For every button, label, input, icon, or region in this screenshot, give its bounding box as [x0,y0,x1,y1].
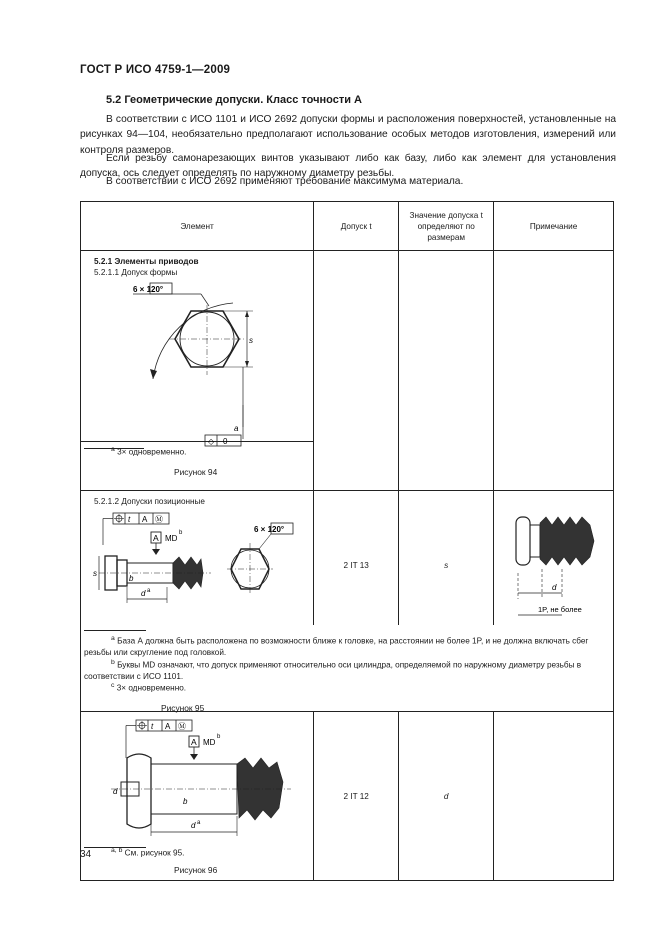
page-number: 34 [80,849,92,860]
fig94-caption: Рисунок 94 [174,467,218,477]
document-header: ГОСТ Р ИСО 4759-1—2009 [80,64,231,76]
table-row-fig95 [81,491,614,626]
fig95-footnote-b [84,657,612,683]
fig94-frame-value: 0 [223,437,228,446]
fig96-datum: A [191,737,197,747]
fig96-footnote-letters: a, b [111,847,123,854]
fig95-note-d: d [552,583,557,592]
fig95-letter-d: d [141,589,146,598]
fig95-frame-a: A [142,515,148,524]
fig95-footnote-b-letter: b [111,659,115,666]
col-tolerance [314,202,399,251]
subsection-form: 5.2.1.1 Допуск формы [94,268,178,277]
section-title: 5.2 Геометрические допуски. Класс точности А [106,94,362,106]
fig95-md-sup: b [179,530,183,536]
cell-fig95-value: s [399,491,494,626]
fig95-footnote-b-text: Буквы MD означают, что допуск применяют относительно оси цилиндра, определяемой по наружному диаметру резьбы в соответствии с ИСО 1101. [84,660,582,682]
fig95-footnote-c-text: 3× одновременно. [116,683,187,693]
col-element: Элемент [81,202,314,251]
table-row-fig96 [81,712,614,881]
fig96-footnote-text: См. рисунок 95. [124,848,185,858]
fig95-md: MD [165,534,178,543]
fig94-footnote-letter: a [111,446,115,453]
table-header-row [81,202,614,251]
fig95-letter-s: s [93,569,97,578]
fig96-md-sup: b [217,734,221,740]
col-tolerance-label: Допуск t [340,221,372,231]
fig96-footnote [111,847,184,858]
fig94-footnote-text: 3× одновременно. [117,447,187,457]
cell-fig96 [81,712,314,881]
cell-fig96-note [494,712,614,881]
cell-fig95-tolerance: 2 IT 13 [314,491,399,626]
cell-fig94-value [399,251,494,491]
fig96-frame-t: t [151,722,154,731]
fig95-caption: Рисунок 95 [161,703,205,713]
cell-fig95-note [494,491,614,626]
paragraph-3 [80,174,616,189]
cell-fig94-note [494,251,614,491]
table-row-fig94 [81,251,614,442]
fig95-letter-b: b [129,574,134,583]
fig95-dim-label: 6 × 120° [254,525,285,534]
paragraph-1-text: В соответствии с ИСО 1101 и ИСО 2692 допуски формы и расположения поверхностей, установленные на рисунках 94—104, необязательно предполагают использование особых методов изготовления, измерений или контроля размеров. [80,114,616,156]
fig96-letter-d-sup: a [197,820,201,826]
fig95-footnote-c-letter: c [111,682,115,689]
fig95-note-p: 1P, не более [538,605,582,614]
figure-95-drawing [81,491,319,625]
fig96-frame-m: Ⓜ [178,722,186,731]
fig95-frame-t: t [128,515,131,524]
figure-95-note-drawing [494,491,615,625]
fig96-letter-dk: d [113,787,118,796]
fig96-caption: Рисунок 96 [174,865,218,875]
paragraph-2-text: Если резьбу самонарезающих винтов указывают либо как базу, либо как элемент для установления допуска, ось следует определять по наружному диаметру резьбы. [80,153,616,180]
figure-94-drawing [81,251,319,446]
fig94-footnote [111,446,186,457]
fig95-letter-d-sup: a [147,588,151,594]
cell-fig95-footnotes [81,625,614,712]
fig95-footnote-a-letter: a [111,635,115,642]
paragraph-3-text: В соответствии с ИСО 2692 применяют требование максимума материала. [106,176,464,187]
cell-fig94-caption [81,442,314,491]
cell-fig94-tolerance [314,251,399,491]
fig95-datum: A [153,533,159,543]
fig96-letter-b: b [183,797,188,806]
fig96-md: MD [203,738,216,747]
cell-fig95 [81,491,314,626]
fig95-footnote-c [111,682,186,693]
fig95-frame-m: Ⓜ [155,515,163,524]
cell-fig96-tolerance: 2 IT 12 [314,712,399,881]
fig94-letter-s: s [249,336,253,345]
table-row-fig95-footnotes [81,625,614,712]
fig94-dim-label: 6 × 120° [133,285,164,294]
cell-fig94 [81,251,314,446]
fig96-frame-a: A [165,722,171,731]
fig95-footnote-a [84,633,612,659]
fig94-letter-a: a [234,424,239,433]
col-value: Значение допуска t определяют по размерам [399,202,494,251]
cell-fig96-value: d [399,712,494,881]
fig95-note-thread [540,517,594,565]
tolerance-table [80,201,614,881]
col-note: Примечание [494,202,614,251]
fig95-footnote-a-text: База А должна быть расположена по возможности ближе к головке, на расстоянии не более 1P, и не должна включать сбег резьбы или скругление под головкой. [84,636,589,658]
subsection-position: 5.2.1.2 Допуски позиционные [94,497,205,506]
group-title: 5.2.1 Элементы приводов [94,257,199,266]
fig96-letter-d: d [191,821,196,830]
fig94-frame-symbol: ◇ [208,437,215,446]
